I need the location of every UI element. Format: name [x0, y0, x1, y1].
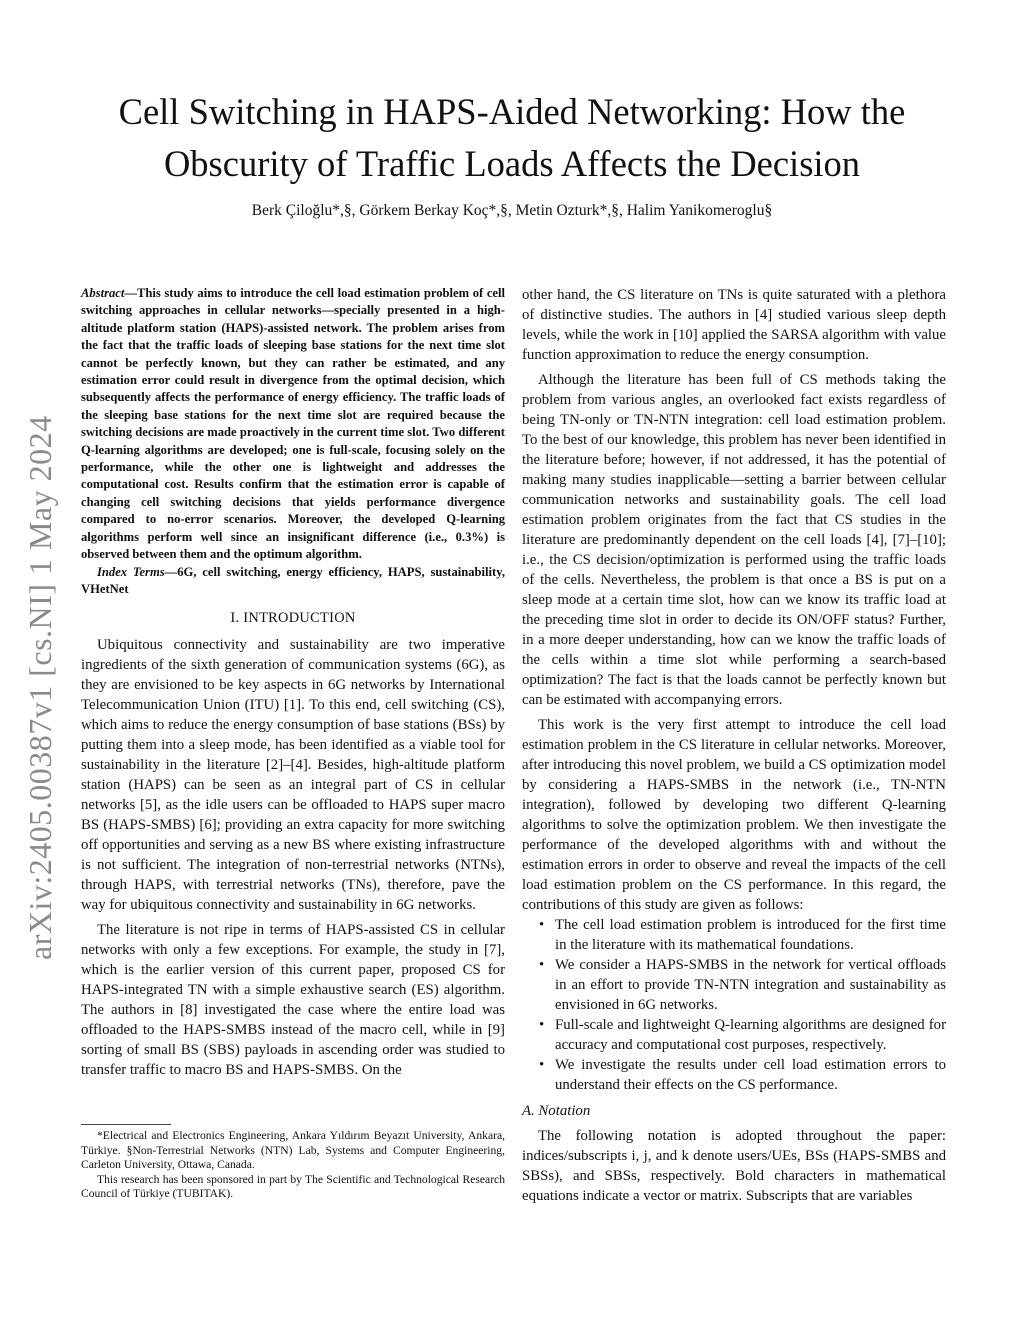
author-list: Berk Çiloğlu*,§, Görkem Berkay Koç*,§, Metin Ozturk*,§, Halim Yanikomeroglu§ [251, 202, 773, 219]
footnote-rule [81, 1124, 171, 1125]
abstract-text: —This study aims to introduce the cell load estimation problem of cell switching approaches in cellular networks—specially presented in a high-altitude platform station (HAPS)-assisted network. The problem arises from the fact that the traffic loads of sleeping base stations for the next time slot cannot be perfectly known, but they can rather be estimated, and any estimation error could result in divergence from the optimal decision, which subsequently affects the performance of energy efficiency. The traffic loads of the sleeping base stations for the next time slot are required because the switching decisions are made proactively in the current time slot. Two different Q-learning algorithms are developed; one is full-scale, focusing solely on the performance, while the other one is lightweight and addresses the computational cost. Results confirm that the estimation error is capable of changing cell switching decisions that yields performance divergence compared to no-error scenarios. Moreover, the developed Q-learning algorithms perform well since an insignificant difference (i.e., 0.3%) is observed between them and the optimum algorithm. [81, 286, 505, 562]
notation-paragraph: The following notation is adopted throughout the paper: indices/subscripts i, j, and k denote users/UEs, BSs (HAPS-SMBS and SBSs), and SBSs, respectively. Bold characters in mathematical equations indicate a vector or matrix. Subscripts that are variables [522, 1128, 946, 1204]
title-line-1: Cell Switching in HAPS-Aided Networking: How the [118, 91, 906, 132]
list-item [522, 955, 946, 1015]
index-terms-lead: Index Terms [97, 564, 165, 579]
right-paragraph-2: Although the literature has been full of CS methods taking the problem from various angles, an overlooked fact exists regardless of being TN-only or TN-NTN integration: cell load estimation problem. To the best of our knowledge, this problem has never been identified in the literature before; however, if not addressed, it has the potential of making many studies inapplicable—setting a barrier between cellular communication networks and sustainability goals. The cell load estimation problem originates from the fact that CS studies in the literature are predominantly dependent on the cell loads [4], [7]–[10]; i.e., the CS decision/optimization is performed using the traffic loads of the cells. Nevertheless, the problem is that once a BS is put on a sleep mode at a certain time slot, how can we know its traffic load at the preceding time slot in order to decide its ON/OFF status? Further, in a more deeper understanding, how can we know the traffic loads of the cells within a time slot while performing a search-based optimization? The fact is that the loads cannot be perfectly known but can be estimated with accompanying errors. [522, 372, 946, 708]
right-paragraph-1: other hand, the CS literature on TNs is quite saturated with a plethora of distinctive studies. The authors in [4] studied various sleep depth levels, while the work in [10] applied the SARSA algorithm with value function approximation to reduce the energy consumption. [522, 287, 946, 363]
contributions-list [522, 915, 946, 1095]
subsection-heading-notation: A. Notation [522, 1103, 591, 1119]
footnote-affiliations: *Electrical and Electronics Engineering, Ankara Yıldırım Beyazıt University, Ankara, Türkiye. §Non-Terrestrial Networks (NTN) Lab, Systems and Computer Engineering, Carleton University, Ottawa, Canada. [81, 1129, 505, 1172]
abstract [81, 285, 505, 564]
footnotes [81, 1129, 505, 1202]
list-item-text: We investigate the results under cell load estimation errors to understand their effects on the CS performance. [555, 1057, 946, 1093]
bullet-icon: • [539, 957, 545, 973]
index-terms-text: —6G, cell switching, energy efficiency, HAPS, sustainability, VHetNet [81, 564, 505, 596]
bullet-icon: • [539, 1017, 545, 1033]
right-column [522, 285, 946, 1206]
right-paragraph-3: This work is the very first attempt to introduce the cell load estimation problem in the CS literature in cellular networks. Moreover, after introducing this novel problem, we build a CS optimization model by considering a HAPS-SMBS in the network (i.e., TN-NTN integration), followed by developing two different Q-learning algorithms to solve the optimization problem. We then investigate the performance of the developed algorithms with and without the estimation errors in order to observe and reveal the impacts of the cell load estimation problem on the CS performance. In this regard, the contributions of this study are given as follows: [522, 717, 946, 913]
list-item-text: The cell load estimation problem is introduced for the first time in the literature with its mathematical foundations. [555, 917, 946, 953]
left-column [81, 285, 505, 1080]
list-item [522, 915, 946, 955]
bullet-icon: • [539, 1057, 545, 1073]
abstract-lead: Abstract [81, 286, 125, 300]
index-terms [81, 564, 505, 599]
list-item-text: We consider a HAPS-SMBS in the network for vertical offloads in an effort to provide TN-NTN integration and sustainability as envisioned in 6G networks. [555, 957, 946, 1013]
paper-title [70, 86, 954, 190]
list-item [522, 1015, 946, 1055]
footnote-funding: This research has been sponsored in part by The Scientific and Technological Research Council of Türkiye (TUBITAK). [81, 1172, 505, 1201]
intro-paragraph-1: Ubiquitous connectivity and sustainability are two imperative ingredients of the sixth generation of communication systems (6G), as they are envisioned to be key aspects in 6G networks by International Telecommunication Union (ITU) [1]. To this end, cell switching (CS), which aims to reduce the energy consumption of base stations (BSs) by putting them into a sleep mode, has been identified as a viable tool for sustainability in the literature [2]–[4]. Besides, high-altitude platform station (HAPS) can be seen as an integral part of CS in cellular networks [5], as the idle users can be offloaded to HAPS super macro BS (HAPS-SMBS) [6]; providing an extra capacity for more switching off opportunities and serving as a new BS where existing infrastructure is not sufficient. The integration of non-terrestrial networks (NTNs), through HAPS, with terrestrial networks (TNs), therefore, pave the way for ubiquitous connectivity and sustainability in 6G networks. [81, 637, 505, 914]
list-item [522, 1055, 946, 1095]
intro-paragraph-2: The literature is not ripe in terms of HAPS-assisted CS in cellular networks with only a few exceptions. For example, the study in [7], which is the earlier version of this current paper, proposed CS for HAPS-integrated TN with a simple exhaustive search (ES) algorithm. The authors in [8] investigated the case where the entire load was offloaded to the HAPS-SMBS instead of the macro cell, while in [9] sorting of small BS (SBS) payloads in ascending order was studied to transfer traffic to macro BS and HAPS-SMBS. On the [81, 922, 505, 1079]
section-heading-introduction: I. INTRODUCTION [230, 610, 356, 627]
bullet-icon: • [539, 917, 545, 933]
title-line-2: Obscurity of Traffic Loads Affects the Decision [163, 143, 861, 184]
arxiv-identifier: arXiv:2405.00387v1 [cs.NI] 1 May 2024 [22, 415, 58, 960]
list-item-text: Full-scale and lightweight Q-learning algorithms are designed for accuracy and computational cost purposes, respectively. [555, 1017, 946, 1053]
